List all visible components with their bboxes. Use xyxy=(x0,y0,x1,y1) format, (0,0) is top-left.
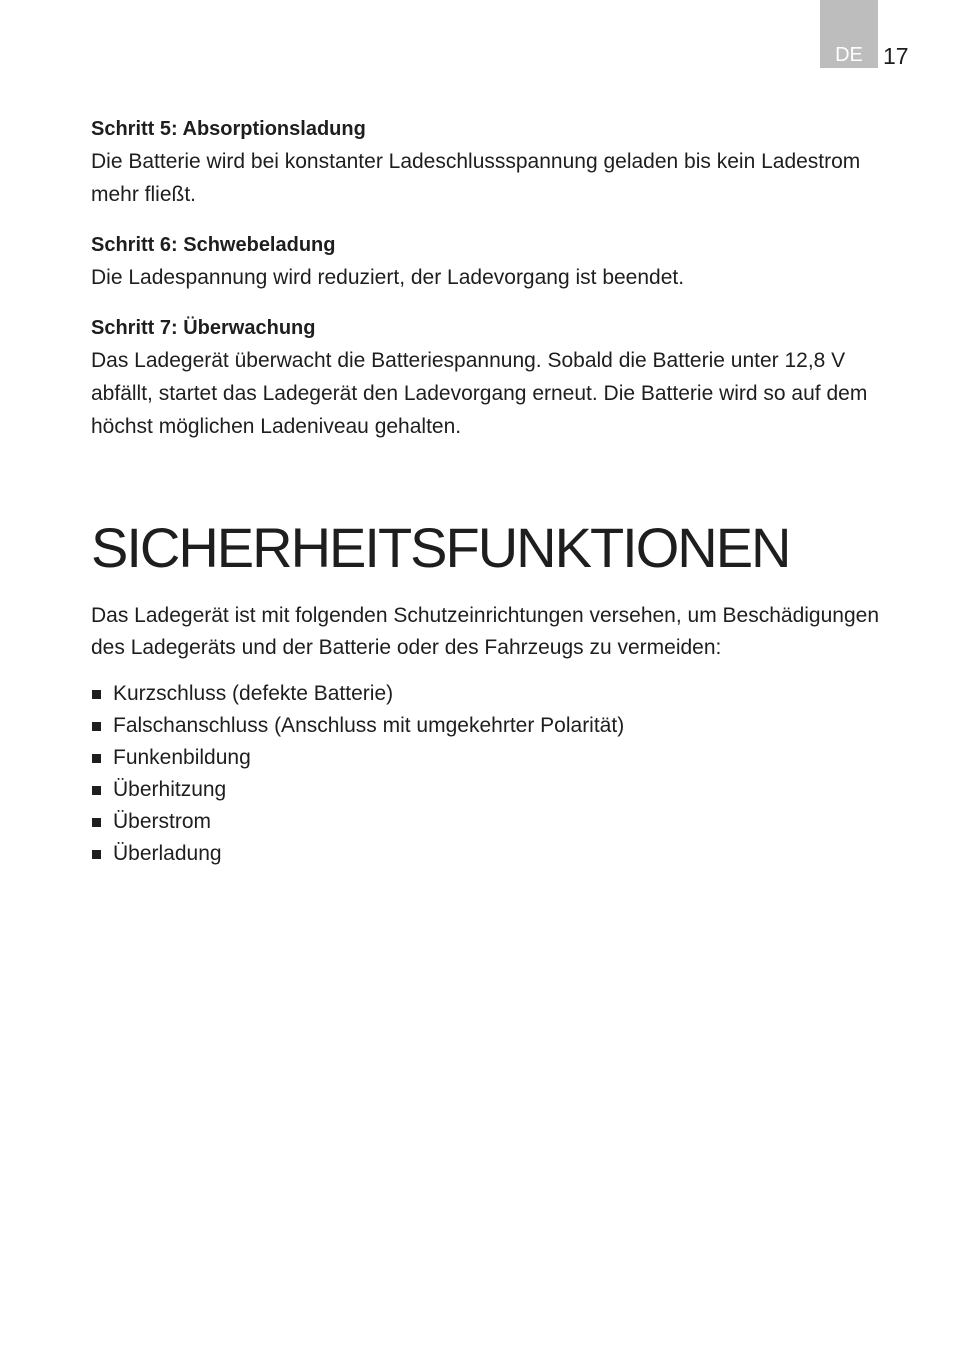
square-bullet-icon xyxy=(92,754,101,763)
step-text: Die Ladespannung wird reduziert, der Ladevorgang ist beendet. xyxy=(91,266,685,289)
list-item: Überladung xyxy=(91,838,911,870)
list-item: Funkenbildung xyxy=(91,742,911,774)
section-heading: SICHERHEITSFUNKTIONEN xyxy=(91,516,790,579)
square-bullet-icon xyxy=(92,818,101,827)
language-label: DE xyxy=(835,44,863,66)
safety-feature-list xyxy=(91,678,911,870)
step-7 xyxy=(91,314,911,443)
step-6 xyxy=(91,231,911,294)
safety-intro: Das Ladegerät ist mit folgenden Schutzeinrichtungen versehen, um Beschädigungen des Ladegeräts und der Batterie oder des Fahrzeugs zu vermeiden: xyxy=(91,604,880,659)
language-tab xyxy=(820,0,878,68)
step-title: Schritt 6: Schwebeladung xyxy=(91,234,336,256)
list-item: Überhitzung xyxy=(91,774,911,806)
square-bullet-icon xyxy=(92,690,101,699)
square-bullet-icon xyxy=(92,786,101,795)
step-5 xyxy=(91,115,911,211)
square-bullet-icon xyxy=(92,850,101,859)
square-bullet-icon xyxy=(92,722,101,731)
step-title: Schritt 5: Absorptionsladung xyxy=(91,118,366,140)
list-item: Überstrom xyxy=(91,806,911,838)
step-text: Die Batterie wird bei konstanter Ladeschlussspannung geladen bis kein Ladestrom mehr fließt. xyxy=(91,150,861,206)
page-number: 17 xyxy=(883,43,909,69)
step-title: Schritt 7: Überwachung xyxy=(91,317,316,339)
list-item: Falschanschluss (Anschluss mit umgekehrter Polarität) xyxy=(91,710,911,742)
page-content xyxy=(91,115,911,870)
step-text: Das Ladegerät überwacht die Batteriespannung. Sobald die Batterie unter 12,8 V abfällt, startet das Ladegerät den Ladevorgang erneut. Die Batterie wird so auf dem höchst möglichen Ladeniveau gehalten. xyxy=(91,349,868,438)
list-item: Kurzschluss (defekte Batterie) xyxy=(91,678,911,710)
